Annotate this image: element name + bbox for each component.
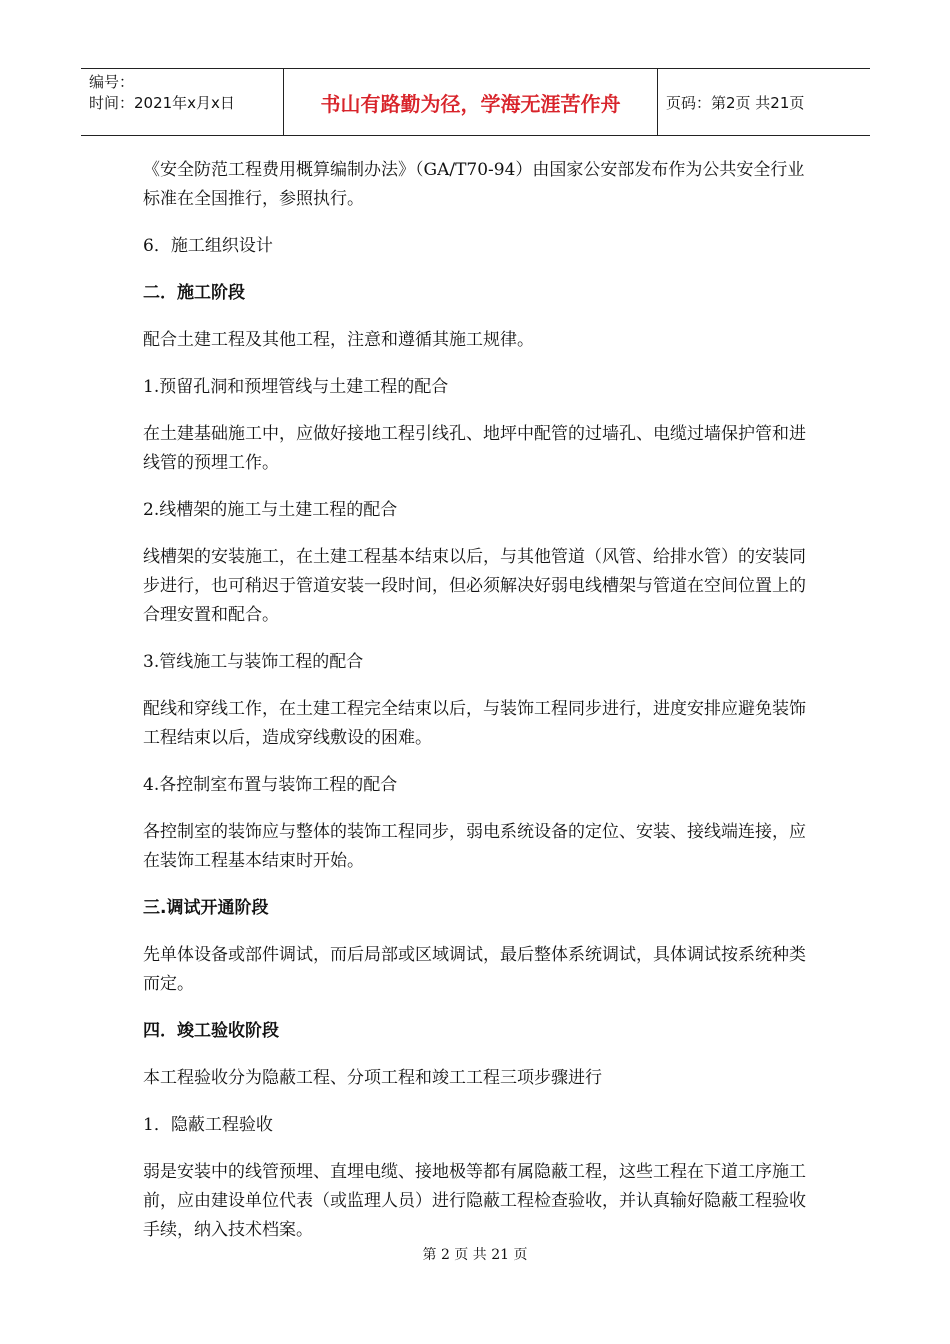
- paragraph: 先单体设备或部件调试，而后局部或区域调试，最后整体系统调试，具体调试按系统种类而定。: [143, 945, 806, 994]
- header-page-info: 页码：第2页 共21页: [666, 93, 805, 112]
- paragraph: 1.预留孔洞和预埋管线与土建工程的配合: [143, 377, 449, 397]
- document-time-label: 时间：2021年x月x日: [89, 94, 235, 112]
- paragraph: 本工程验收分为隐蔽工程、分项工程和竣工工程三项步骤进行: [143, 1068, 602, 1088]
- paragraph: 4.各控制室布置与装饰工程的配合: [143, 775, 398, 795]
- document-body: [143, 156, 807, 1245]
- paragraph: 配线和穿线工作，在土建工程完全结束以后，与装饰工程同步进行，进度安排应避免装饰工程结束以后，造成穿线敷设的困难。: [143, 699, 806, 748]
- section-heading: 二．施工阶段: [143, 283, 245, 303]
- paragraph: 在土建基础施工中，应做好接地工程引线孔、地坪中配管的过墙孔、电缆过墙保护管和进线管的预埋工作。: [143, 424, 806, 473]
- paragraph: 6．施工组织设计: [143, 236, 273, 256]
- document-number-label: 编号：: [89, 73, 135, 91]
- header-motto: 书山有路勤为径，学海无涯苦作舟: [283, 69, 658, 135]
- paragraph: 配合土建工程及其他工程，注意和遵循其施工规律。: [143, 330, 534, 350]
- section-heading: 三.调试开通阶段: [143, 898, 269, 918]
- paragraph: 各控制室的装饰应与整体的装饰工程同步，弱电系统设备的定位、安装、接线端连接，应在装饰工程基本结束时开始。: [143, 822, 806, 871]
- paragraph: 1．隐蔽工程验收: [143, 1115, 273, 1135]
- paragraph: 弱是安装中的线管预埋、直埋电缆、接地极等都有属隐蔽工程，这些工程在下道工序施工前，应由建设单位代表（或监理人员）进行隐蔽工程检查验收，并认真输好隐蔽工程验收手续，纳入技术档案。: [143, 1162, 806, 1240]
- page-footer: 第 2 页 共 21 页: [422, 1247, 528, 1263]
- paragraph: 2.线槽架的施工与土建工程的配合: [143, 500, 398, 520]
- section-heading: 四．竣工验收阶段: [143, 1021, 279, 1041]
- paragraph: 《安全防范工程费用概算编制办法》（GA/T70-94）由国家公安部发布作为公共安全行业标准在全国推行，参照执行。: [143, 160, 805, 209]
- page-header: [81, 68, 870, 136]
- paragraph: 线槽架的安装施工，在土建工程基本结束以后，与其他管道（风管、给排水管）的安装同步进行，也可稍迟于管道安装一段时间，但必须解决好弱电线槽架与管道在空间位置上的合理安置和配合。: [143, 547, 806, 625]
- header-left-cell: [81, 69, 283, 135]
- paragraph: 3.管线施工与装饰工程的配合: [143, 652, 364, 672]
